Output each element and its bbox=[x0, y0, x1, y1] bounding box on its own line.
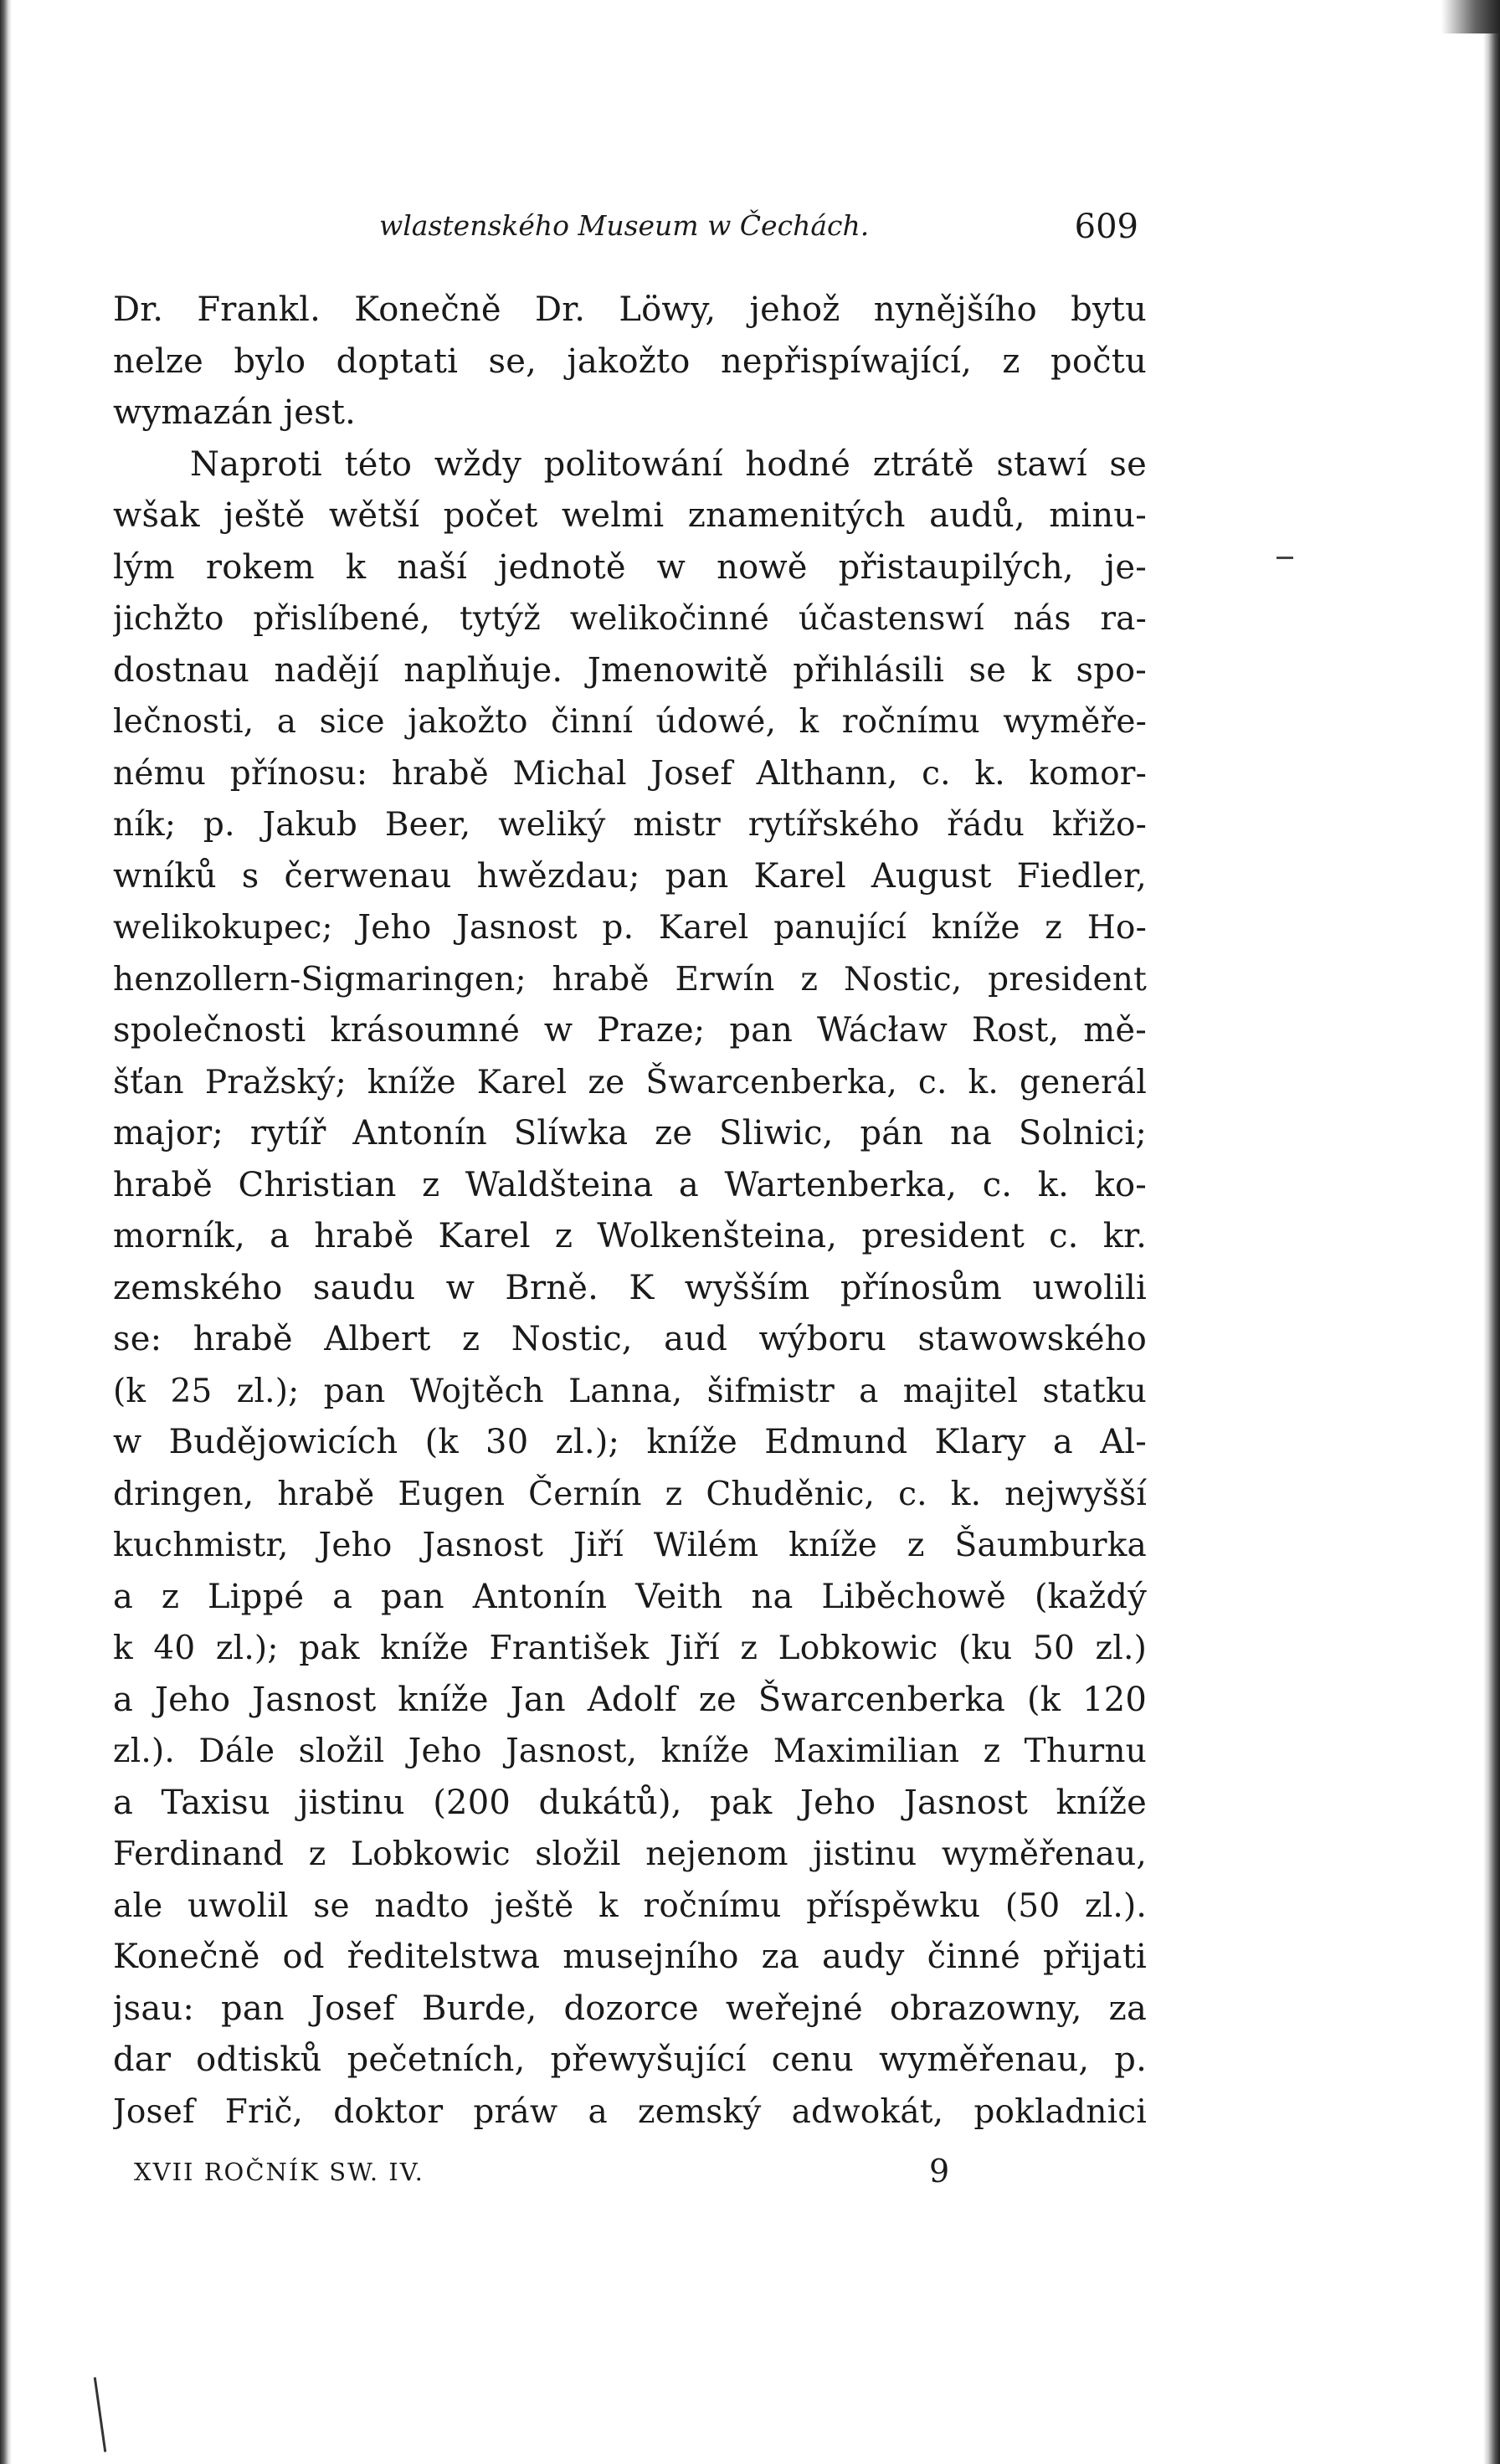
page-header bbox=[113, 199, 1147, 258]
text-line: morník, a hrabě Karel z Wolkenšteina, president c. kr. bbox=[113, 1217, 1147, 1255]
text-line: dringen, hrabě Eugen Černín z Chuděnic, c. k. nejwyšší bbox=[113, 1475, 1147, 1513]
text-line: společnosti krásoumné w Praze; pan Wácław Rost, mě- bbox=[113, 1011, 1147, 1050]
text-line: Konečně od ředitelstwa musejního za audy činné přijati bbox=[113, 1938, 1147, 1976]
scan-edge-right bbox=[1483, 0, 1500, 2464]
body-text bbox=[113, 285, 1147, 2138]
text-line: zl.). Dále složil Jeho Jasnost, kníže Maximilian z Thurnu bbox=[113, 1732, 1147, 1770]
text-line: Dr. Frankl. Konečně Dr. Löwy, jehož nynějšího bytu bbox=[113, 290, 1147, 329]
scan-corner-shadow bbox=[1441, 0, 1500, 33]
text-line: major; rytíř Antonín Slíwka ze Sliwic, pán na Solnici; bbox=[113, 1114, 1147, 1152]
text-line: k 40 zl.); pak kníže František Jiří z Lobkowic (ku 50 zl.) bbox=[113, 1630, 1147, 1667]
text-line: nému přínosu: hrabě Michal Josef Althann, c. k. komor- bbox=[113, 754, 1147, 793]
text-line: Ferdinand z Lobkowic složil nejenom jistinu wyměřenau, bbox=[113, 1835, 1147, 1873]
running-head: wlastenského Museum w Čechách. bbox=[379, 209, 870, 242]
text-line: a Taxisu jistinu (200 dukátů), pak Jeho Jasnost kníže bbox=[113, 1783, 1147, 1822]
text-line: nelze bylo doptati se, jakožto nepřispíwající, z počtu bbox=[113, 341, 1147, 381]
text-line: zemského saudu w Brně. K wyšším přínosům uwolili bbox=[113, 1268, 1147, 1307]
printer-signature: XVII ROČNÍK SW. IV. bbox=[134, 2158, 424, 2186]
page-footer bbox=[134, 2153, 971, 2200]
text-line: welikokupec; Jeho Jasnost p. Karel panující kníže z Ho- bbox=[113, 909, 1147, 947]
text-line: dostnau nadějí naplňuje. Jmenowitě přihlásili se k spo- bbox=[113, 650, 1147, 690]
text-line: lým rokem k naší jednotě w nowě přistaupilých, je- bbox=[113, 547, 1147, 587]
text-line: wníků s čerwenau hwězdau; pan Karel August Fiedler, bbox=[113, 856, 1147, 896]
text-line: w Budějowicích (k 30 zl.); kníže Edmund Klary a Al- bbox=[113, 1423, 1147, 1461]
text-line: jsau: pan Josef Burde, dozorce weřejné obrazowny, za bbox=[113, 1989, 1147, 2028]
text-line: dar odtisků pečetních, přewyšující cenu wyměřenau, p. bbox=[113, 2041, 1147, 2079]
scan-edge-left bbox=[0, 0, 12, 2464]
text-line: wšak ještě wětší počet welmi znamenitých audů, minu- bbox=[113, 496, 1147, 535]
text-line: kuchmistr, Jeho Jasnost Jiří Wilém kníže z Šaumburka bbox=[113, 1527, 1147, 1564]
text-line: henzollern-Sigmaringen; hrabě Erwín z Nostic, president bbox=[113, 960, 1147, 998]
text-line: ník; p. Jakub Beer, weliký mistr rytířského řádu křižo- bbox=[113, 806, 1147, 844]
scan-artifact-mark bbox=[94, 2377, 106, 2452]
text-line: (k 25 zl.); pan Wojtěch Lanna, šifmistr a majitel statku bbox=[113, 1372, 1147, 1410]
text-line: Josef Frič, doktor práw a zemský adwokát, pokladnici bbox=[113, 2092, 1147, 2131]
text-line: wymazán jest. bbox=[113, 393, 357, 432]
text-line: a z Lippé a pan Antonín Veith na Liběchowě (každý bbox=[113, 1577, 1147, 1616]
margin-dash-mark bbox=[1277, 557, 1293, 559]
text-line: lečnosti, a sice jakožto činní údowé, k ročnímu wyměře- bbox=[113, 703, 1147, 741]
text-line: šťan Pražský; kníže Karel ze Šwarcenberka, c. k. generál bbox=[113, 1063, 1147, 1101]
sheet-number: 9 bbox=[929, 2153, 950, 2189]
page-number: 609 bbox=[1074, 208, 1138, 246]
text-line: hrabě Christian z Waldšteina a Wartenberka, c. k. ko- bbox=[113, 1165, 1147, 1204]
text-line: se: hrabě Albert z Nostic, aud wýboru stawowského bbox=[113, 1320, 1147, 1358]
text-line: a Jeho Jasnost kníže Jan Adolf ze Šwarcenberka (k 120 bbox=[113, 1680, 1147, 1719]
text-line: ale uwolil se nadto ještě k ročnímu příspěwku (50 zl.). bbox=[113, 1887, 1147, 1925]
text-line: jichžto přislíbené, tytýž welikočinné účastenswí nás ra- bbox=[113, 600, 1147, 638]
text-line: Naproti této wždy politowání hodné ztrátě stawí se bbox=[190, 444, 1147, 484]
